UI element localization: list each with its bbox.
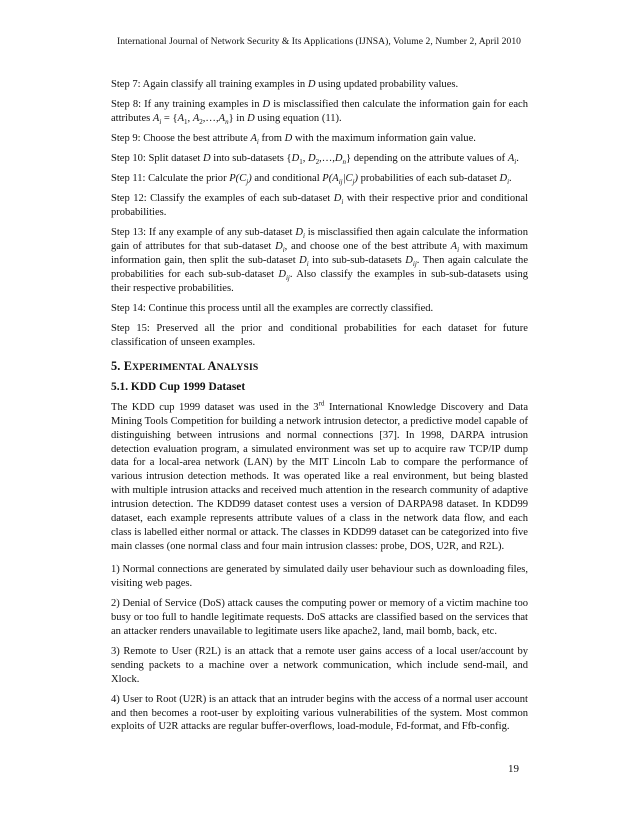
step-15: Step 15: Preserved all the prior and conditional probabilities for each dataset for future classification of unseen examples. (111, 323, 528, 349)
step-11: Step 11: Calculate the prior $P(C_j)$ and conditional $P(A_{ij}|C_j)$ probabilities of each sub-dataset $D_i$. (111, 173, 512, 187)
section-heading: 5. EXPERIMENTAL ANALYSIS (111, 359, 259, 373)
page-body (111, 78, 528, 741)
page-number: 19 (508, 763, 519, 775)
step-10: Step 10: Split dataset D into sub-datasets {$D_1$, $D_2,\dots,D_n$} depending on the attribute values of $A_i$. (111, 153, 519, 167)
step-8: Step 8: If any training examples in D is misclassified then calculate the information gain for each attributes $A_i = \{A_1$, $A_2,\dots,A_n$} in D using equation (11). (111, 99, 528, 127)
journal-header: International Journal of Network Security & Its Applications (IJNSA), Volume 2, Number 2, April 2010 (116, 36, 522, 47)
step-12: Step 12: Classify the examples of each sub-dataset $D_i$ with their respective prior and conditional probabilities. (111, 193, 529, 219)
list-item-u2r: 4) User to Root (U2R) is an attack that an intruder begins with the access of a normal user account and then becomes a root-user by exploiting various vulnerabilities of the system. Most common exploits of U2R attacks are regular buffer-overflows, load-module, Fd-format, and Ffb-config. (111, 693, 528, 733)
subsection-heading: 5.1. KDD Cup 1999 Dataset (111, 380, 246, 393)
list-item-dos: 2) Denial of Service (DoS) attack causes the computing power or memory of a victim machine too busy or too full to handle legitimate requests. DoS attacks are classified based on the services that an attacker renders unavailable to legitimate users like apache2, land, mail bomb, back, etc. (111, 597, 528, 637)
step-13: Step 13: If any example of any sub-dataset $D_i$ is misclassified then again calculate the information gain of attributes for that sub-dataset $D_i$, and choose one of the best attribute $A_i$ with maximum information gain, then split the sub-dataset $D_i$ into sub-sub-datasets $D_{ij}$. Then again calculate the probabilities for each sub-sub-dataset $D_{ij}$. Also classify the examples in sub-sub-datasets using their respective probabilities. (111, 227, 529, 294)
list-item-normal: 1) Normal connections are generated by simulated daily user behaviour such as downloading files, visiting web pages. (111, 563, 528, 589)
list-item-r2l: 3) Remote to User (R2L) is an attack that a remote user gains access of a local user/account by sending packets to a machine over a network communication, which include send-mail, and Xlock. (111, 645, 528, 685)
step-14: Step 14: Continue this process until all the examples are correctly classified. (111, 303, 434, 315)
step-9: Step 9: Choose the best attribute $A_i$ from D with the maximum information gain value. (111, 133, 476, 147)
dataset-paragraph: The KDD cup 1999 dataset was used in the 3rd International Knowledge Discovery and Data Mining Tools Competition for building a network intrusion detector, a predictive model capable of distinguishing between intrusions and normal connections [37]. In 1998, DARPA intrusion detection evaluation program, a simulated environment was set up to acquire raw TCP/IP dump data for a local-area network (LAN) by the MIT Lincoln Lab to compare the performance of various intrusion detection methods. It was operated like a real environment, but being blasted with multiple intrusion attacks and received much attention in the research community of adaptive intrusion detection. The KDD99 dataset contest uses a version of DARPA98 dataset. In KDD99 dataset, each example represents attribute values of a class in the network data flow, and each class is labelled either normal or attack. The classes in KDD99 dataset can be categorized into five main classes (one normal class and four main intrusion classes: probe, DOS, U2R, and R2L). (111, 399, 528, 552)
step-7: Step 7: Again classify all training examples in D using updated probability values. (111, 79, 459, 90)
